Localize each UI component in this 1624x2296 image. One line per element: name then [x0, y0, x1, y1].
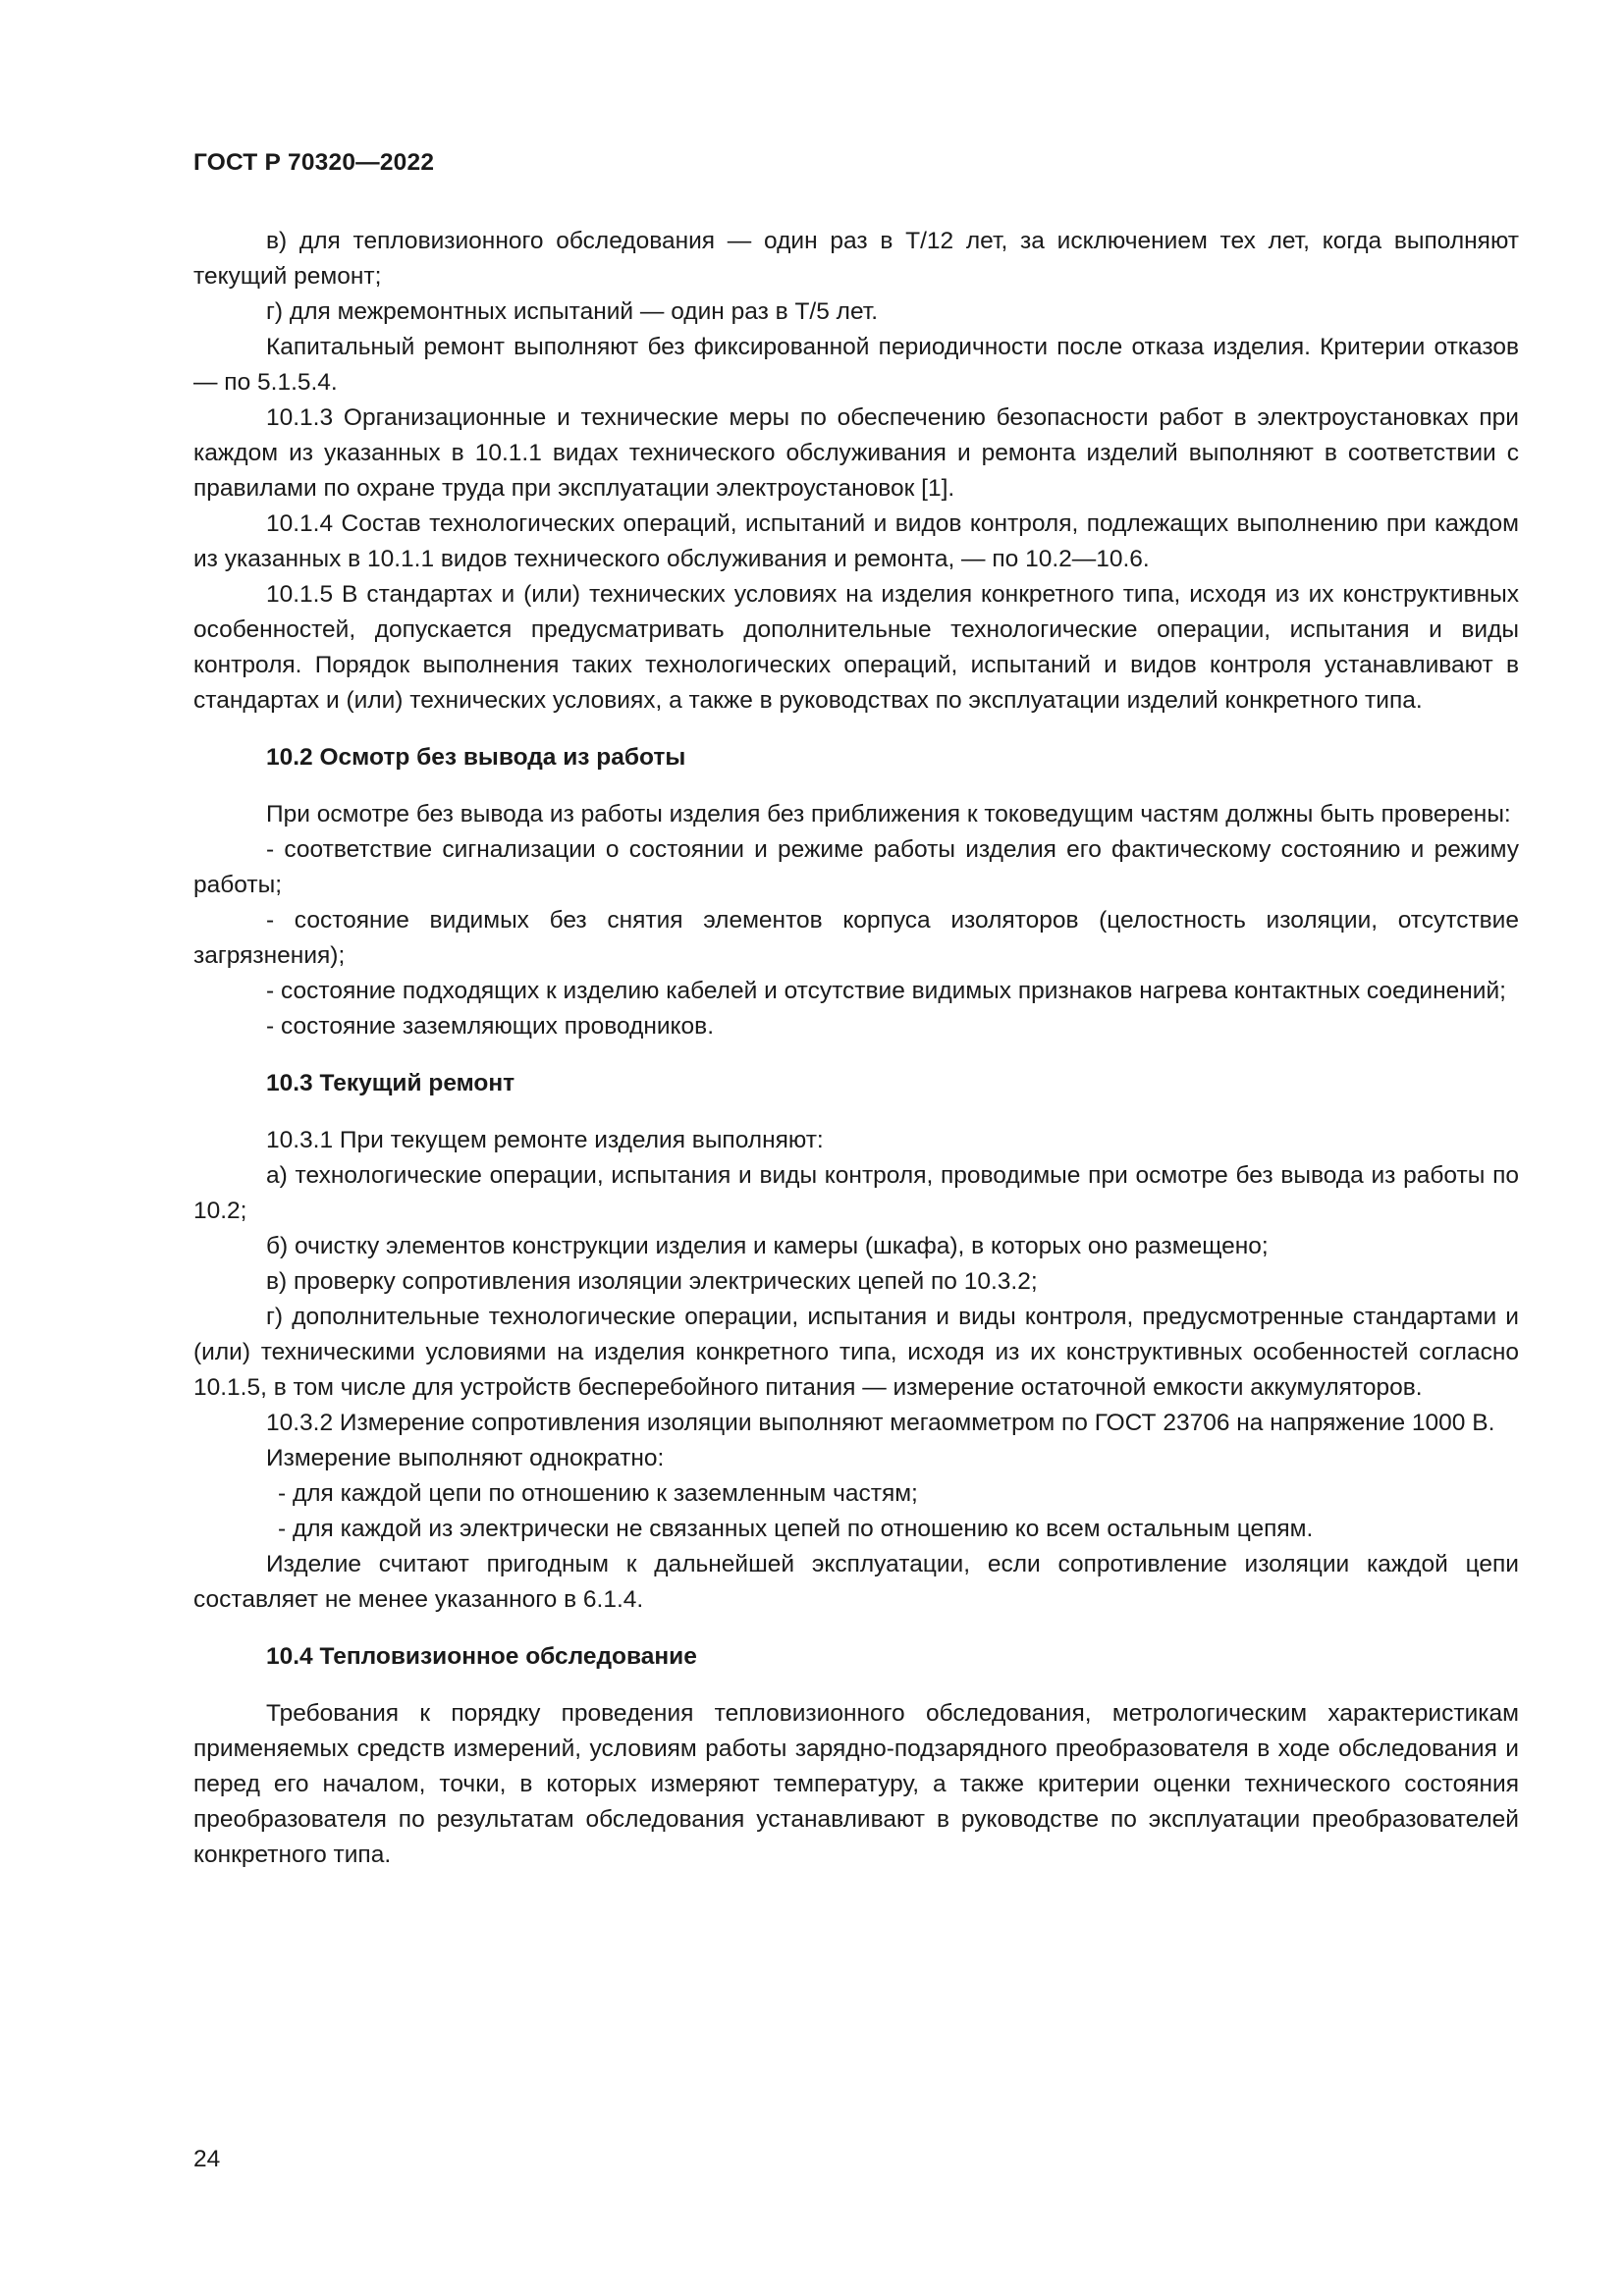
list-item: б) очистку элементов конструкции изделия и камеры (шкафа), в которых оно размещено;	[266, 1233, 1269, 1259]
list-item: - для каждой из электрически не связанных цепей по отношению ко всем остальным цепям.	[278, 1516, 1314, 1542]
document-header: ГОСТ Р 70320—2022	[193, 149, 435, 176]
paragraph-10-2-lead: При осмотре без вывода из работы изделия без приближения к токоведущим частям должны быть проверены:	[266, 801, 1511, 828]
paragraph-10-4: Требования к порядку проведения тепловизионного обследования, метрологическим характеристикам применяемых средств измерений, условиям работы зарядно-подзарядного преобразователя в ходе обследования и перед его началом, точки, в которых измеряют температуру, а также критерии оценки технического состояния преобразователя по результатам обследования устанавливают в руководстве по эксплуатации преобразователей конкретного типа.	[193, 1700, 1519, 1868]
paragraph-10-3-2: 10.3.2 Измерение сопротивления изоляции выполняют мегаомметром по ГОСТ 23706 на напряжение 1000 В.	[266, 1410, 1495, 1436]
paragraph-once: Измерение выполняют однократно:	[266, 1445, 665, 1471]
section-heading-10-4: 10.4 Тепловизионное обследование	[266, 1643, 697, 1670]
section-heading-10-3: 10.3 Текущий ремонт	[266, 1070, 515, 1096]
list-item: г) дополнительные технологические операции, испытания и виды контроля, предусмотренные стандартами и (или) техническими условиями на изделия конкретного типа, исходя из их конструктивных особенностей согласно 10.1.5, в том числе для устройств бесперебойного питания — измерение остаточной емкости аккумуляторов.	[193, 1304, 1519, 1401]
paragraph-item-v: в) для тепловизионного обследования — один раз в Т/12 лет, за исключением тех лет, когда выполняют текущий ремонт;	[193, 228, 1519, 290]
paragraph-10-1-3: 10.1.3 Организационные и технические меры по обеспечению безопасности работ в электроустановках при каждом из указанных в 10.1.1 видах технического обслуживания и ремонта изделий выполняют в соответствии с правилами по охране труда при эксплуатации электроустановок [1].	[193, 404, 1519, 502]
paragraph-10-3-1: 10.3.1 При текущем ремонте изделия выполняют:	[266, 1127, 824, 1153]
paragraph-10-1-5: 10.1.5 В стандартах и (или) технических условиях на изделия конкретного типа, исходя из их конструктивных особенностей, допускается предусматривать дополнительные технологические операции, испытания и виды контроля. Порядок выполнения таких технологических операций, испытаний и видов контроля устанавливают в стандартах и (или) технических условиях, а также в руководствах по эксплуатации изделий конкретного типа.	[193, 581, 1519, 714]
paragraph-item-g: г) для межремонтных испытаний — один раз в Т/5 лет.	[266, 298, 879, 325]
list-item: - состояние видимых без снятия элементов корпуса изоляторов (целостность изоляции, отсутствие загрязнения);	[193, 907, 1519, 969]
paragraph-conclusion: Изделие считают пригодным к дальнейшей эксплуатации, если сопротивление изоляции каждой цепи составляет не менее указанного в 6.1.4.	[193, 1551, 1519, 1613]
list-item: - состояние заземляющих проводников.	[266, 1013, 715, 1040]
paragraph-10-1-4: 10.1.4 Состав технологических операций, испытаний и видов контроля, подлежащих выполнению при каждом из указанных в 10.1.1 видов технического обслуживания и ремонта, — по 10.2—10.6.	[193, 510, 1519, 572]
section-heading-10-2: 10.2 Осмотр без вывода из работы	[266, 744, 686, 771]
list-item: - соответствие сигнализации о состоянии и режиме работы изделия его фактическому состоянию и режиму работы;	[193, 836, 1519, 898]
list-item: в) проверку сопротивления изоляции электрических цепей по 10.3.2;	[266, 1268, 1038, 1295]
list-item: - состояние подходящих к изделию кабелей и отсутствие видимых признаков нагрева контактных соединений;	[266, 978, 1506, 1004]
paragraph-capital-repair: Капитальный ремонт выполняют без фиксированной периодичности после отказа изделия. Критерии отказов — по 5.1.5.4.	[193, 334, 1519, 396]
list-item: а) технологические операции, испытания и виды контроля, проводимые при осмотре без вывода из работы по 10.2;	[193, 1162, 1519, 1224]
page-number: 24	[193, 2146, 221, 2172]
list-item: - для каждой цепи по отношению к заземленным частям;	[278, 1480, 918, 1507]
page-content	[193, 224, 1519, 1873]
